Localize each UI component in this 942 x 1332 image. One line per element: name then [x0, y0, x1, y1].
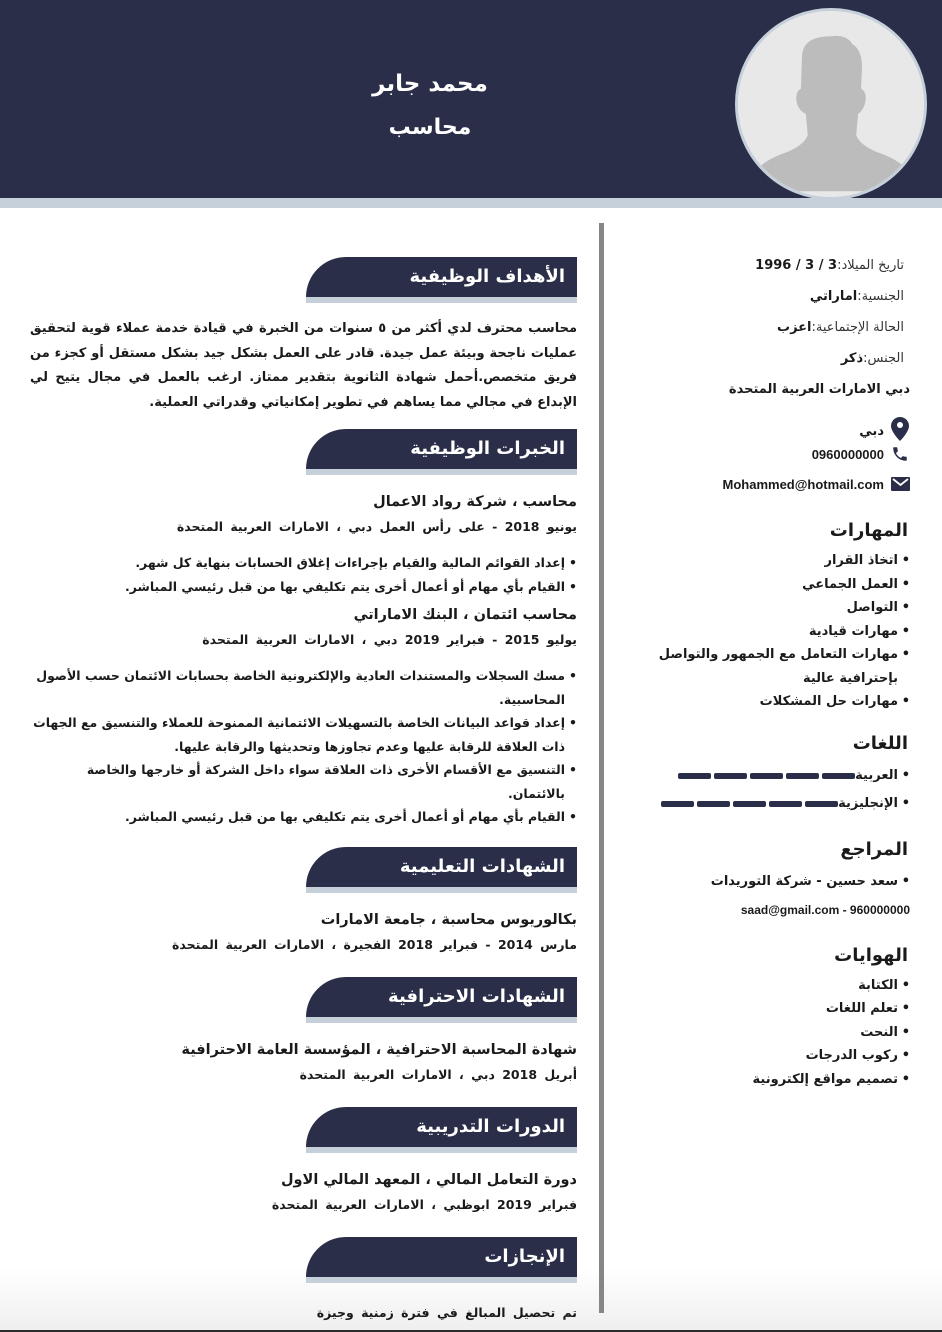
info-marital-status — [620, 312, 910, 343]
person-job-title: محاسب — [388, 115, 472, 140]
main-column — [30, 257, 577, 1325]
language-english — [620, 790, 910, 818]
bullet-item: • إعداد القوائم المالية والقيام بإجراءات إغلاق الحسابات بنهاية كل شهر. — [30, 551, 577, 575]
bullet-item: • القيام بأي مهام أو أعمال أخرى يتم تكليفي بها من قبل رئيسي المباشر. — [30, 805, 577, 829]
nationality-label: الجنسية: — [857, 289, 904, 304]
language-arabic — [620, 762, 910, 790]
gender-label: الجنس: — [863, 351, 904, 366]
section-title: الشهادات التعليمية — [306, 847, 577, 887]
person-silhouette-icon — [738, 11, 924, 197]
entry-meta: مارس 2014 - فبراير 2018 الفجيرة ، الامارات العربية المتحدة — [172, 936, 577, 952]
info-nationality — [620, 281, 910, 312]
bullet-item: • إعداد قواعد البيانات الخاصة بالتسهيلات الائتمانية الممنوحة للعملاء والتنسيق مع الجهات ذات العلاقة للرقابة عليها وعدم تجاوزها وتحديثها والرقابة عليها. — [30, 711, 577, 758]
languages-heading: اللغات — [852, 732, 908, 754]
experience-entry — [30, 602, 577, 829]
section-title: الخبرات الوظيفية — [306, 429, 577, 469]
info-birthdate — [620, 250, 910, 281]
skill-item: • اتخاذ القرار — [620, 549, 910, 573]
entry-meta: أبريل 2018 دبي ، الامارات العربية المتحدة — [299, 1066, 577, 1082]
column-divider — [599, 223, 604, 1313]
achievements-text: تم تحصيل المبالغ في فترة زمنية وجيزة — [316, 1304, 577, 1320]
skills-heading: المهارات — [829, 520, 908, 541]
gender-value: ذكر — [840, 351, 864, 366]
references-heading: المراجع — [840, 838, 908, 860]
certifications-section-header — [306, 977, 577, 1023]
birthdate-value: 3 / 3 / 1996 — [755, 258, 838, 273]
hobby-item: • الكتابة — [620, 974, 910, 998]
envelope-icon — [890, 474, 910, 494]
birthdate-label: تاريخ الميلاد: — [837, 258, 904, 273]
city-text: دبي — [859, 424, 884, 439]
section-title: الشهادات الاحترافية — [306, 977, 577, 1017]
hobby-item: • ركوب الدرجات — [620, 1044, 910, 1068]
hobby-item: • تعلم اللغات — [620, 997, 910, 1021]
skills-list — [620, 549, 910, 714]
skill-item: • مهارات قيادية — [620, 620, 910, 644]
header-accent-band — [0, 198, 942, 208]
entry-bullets — [30, 664, 577, 829]
section-title: الإنجازات — [306, 1237, 577, 1277]
contact-email — [620, 469, 910, 499]
nationality-value: اماراتي — [809, 289, 858, 304]
entry-title: محاسب ائتمان ، البنك الاماراتي — [353, 607, 577, 623]
email-text[interactable]: Mohammed@hotmail.com — [722, 476, 884, 492]
skill-item: • مهارات حل المشكلات — [620, 690, 910, 714]
marital-status-value: اعزب — [777, 320, 812, 335]
section-title: الدورات التدريبية — [306, 1107, 577, 1147]
bullet-item: • التنسيق مع الأقسام الأخرى ذات العلاقة سواء داخل الشركة أو خارجها والخاصة بالائتمان. — [30, 758, 577, 805]
phone-icon — [890, 444, 910, 464]
name-block — [280, 62, 580, 150]
bullet-item: • مسك السجلات والمستندات العادية والإلكترونية الخاصة بحسابات الائتمان حسب الأصول المحاسبية. — [30, 664, 577, 711]
location-pin-icon — [890, 419, 910, 439]
bullet-item: • القيام بأي مهام أو أعمال أخرى يتم تكليفي بها من قبل رئيسي المباشر. — [30, 575, 577, 599]
language-level-bar — [661, 801, 838, 807]
reference-contact: saad@gmail.com - 960000000 — [740, 902, 910, 917]
contact-phone — [620, 439, 910, 469]
language-level-bar — [678, 773, 855, 779]
hobby-item: • النحت — [620, 1021, 910, 1045]
entry-title: دورة التعامل المالي ، المعهد المالي الاول — [280, 1171, 577, 1188]
certification-entry — [30, 1037, 577, 1087]
objective-text: محاسب محترف لدي أكثر من ٥ سنوات من الخبرة في قيادة خدمة عملاء قوية لتحقيق عمليات ناجحة وبيئة عمل جيدة. قادر على العمل بشكل جيد بشكل مستقل أو كجزء من فريق متخصص.أحمل شهادة الثانوية بتقدير ممتاز. ارغب بالعمل في مجال يتيح لي الإبداع في مجالي مما يساهم في تطوير إمكانياتي وقدراتي العملية. — [30, 321, 578, 410]
courses-section-header — [306, 1107, 577, 1153]
entry-title: بكالوريوس محاسبة ، جامعة الامارات — [320, 911, 577, 928]
section-title: الأهداف الوظيفية — [306, 257, 577, 297]
entry-title: محاسب ، شركة رواد الاعمال — [373, 494, 577, 510]
avatar — [735, 8, 927, 200]
language-name: • العربية — [855, 768, 898, 783]
sidebar — [620, 250, 910, 1091]
entry-bullets — [30, 551, 577, 598]
phone-text[interactable]: 0960000000 — [811, 446, 884, 462]
info-gender — [620, 343, 910, 374]
reference-name: • سعد حسين - شركة التوريدات — [620, 868, 910, 896]
contact-city — [620, 405, 910, 439]
references-list — [620, 868, 910, 896]
achievements-section-header — [306, 1237, 577, 1283]
skill-item: • مهارات التعامل مع الجمهور والتواصل بإحترافية عالية — [620, 643, 910, 690]
experience-section-header — [306, 429, 577, 475]
objective-section-header — [306, 257, 577, 303]
language-name: • الإنجليزية — [838, 796, 898, 811]
entry-title: شهادة المحاسبة الاحترافية ، المؤسسة العامة الاحترافية — [181, 1041, 577, 1058]
experience-entry — [30, 489, 577, 598]
entry-meta: يونيو 2018 - على رأس العمل دبي ، الامارات العربية المتحدة — [176, 519, 577, 534]
education-entry — [30, 907, 577, 957]
entry-meta: يوليو 2015 - فبراير 2019 دبي ، الامارات العربية المتحدة — [202, 632, 577, 647]
person-name: محمد جابر — [372, 71, 488, 97]
education-section-header — [306, 847, 577, 893]
marital-status-label: الحالة الإجتماعية: — [811, 320, 904, 335]
course-entry — [30, 1167, 577, 1217]
hobbies-list — [620, 974, 910, 1092]
skill-item: • العمل الجماعي — [620, 573, 910, 597]
address: دبي الامارات العربية المتحدة — [728, 382, 910, 397]
skill-item: • التواصل — [620, 596, 910, 620]
hobbies-heading: الهوايات — [834, 944, 908, 966]
entry-meta: فبراير 2019 ابوظبي ، الامارات العربية المتحدة — [271, 1196, 577, 1212]
hobby-item: • تصميم مواقع إلكترونية — [620, 1068, 910, 1092]
